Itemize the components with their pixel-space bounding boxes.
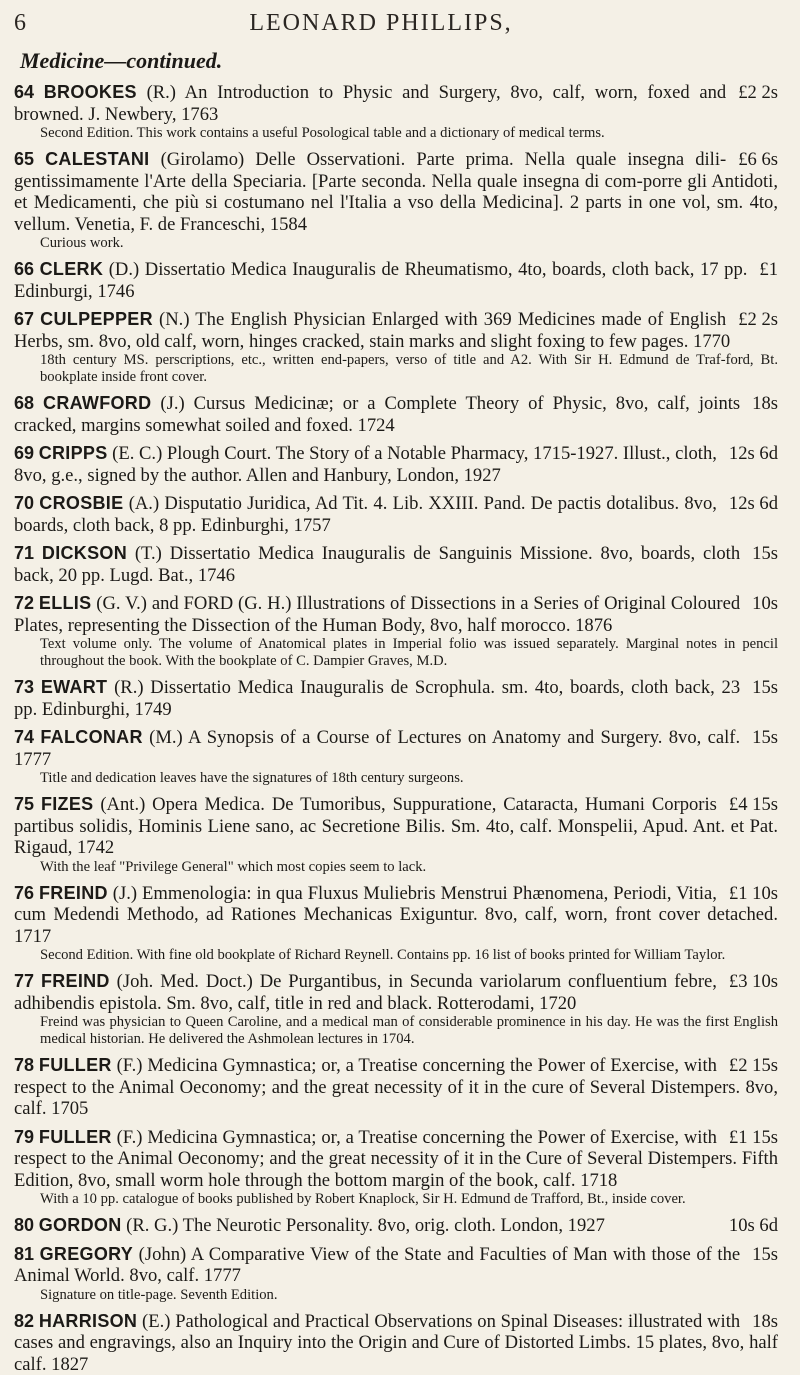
entry-number: 69 <box>14 443 34 463</box>
entry-price: 18s <box>752 1311 778 1333</box>
entry-text: (R. G.) The Neurotic Personality. 8vo, orig. cloth. London, 1927 <box>126 1215 605 1236</box>
entry-price: £1 10s <box>729 883 778 905</box>
entry-description <box>14 393 778 436</box>
entry-author: CALESTANI <box>45 149 149 169</box>
entry-author: CROSBIE <box>39 493 123 513</box>
entry-description <box>14 1244 778 1287</box>
entry-price: £3 10s <box>729 971 778 993</box>
page-header <box>14 10 778 44</box>
entry-number: 82 <box>14 1311 34 1331</box>
entry-price: 10s 6d <box>729 1215 778 1237</box>
entry-number: 81 <box>14 1244 34 1264</box>
entry-text: (Girolamo) Delle Osservationi. Parte prima. Nella quale insegna dili-gentissimamente l'Arte della Speciaria. [Parte seconda. Nella quale insegna di com-porre gli Antidoti, et Medicamenti, che più si costumano nel l'Italia a vso della Medicina]. 2 parts in one vol, sm. 4to, vellum. Venetia, F. de Franceschi, 1584 <box>14 149 778 235</box>
entry-text: (John) A Comparative View of the State and Faculties of Man with those of the Animal World. 8vo, calf. 1777 <box>14 1244 740 1287</box>
entry-note: Signature on title-page. Seventh Edition. <box>14 1287 778 1304</box>
catalogue-entry <box>14 443 778 486</box>
entry-description <box>14 883 778 948</box>
section-title: Medicine—continued. <box>20 48 778 74</box>
catalogue-entry <box>14 393 778 436</box>
entry-author: FALCONAR <box>40 727 142 747</box>
entry-note: Curious work. <box>14 235 778 252</box>
page-title: LEONARD PHILLIPS, <box>44 10 778 37</box>
entry-number: 64 <box>14 82 34 102</box>
entry-price: £2 2s <box>738 82 778 104</box>
entry-number: 71 <box>14 543 34 563</box>
entry-number: 75 <box>14 794 34 814</box>
entry-number: 78 <box>14 1055 34 1075</box>
entry-author: GREGORY <box>40 1244 133 1264</box>
entry-price: £2 15s <box>729 1055 778 1077</box>
catalogue-entry <box>14 883 778 965</box>
entry-price: 15s <box>752 543 778 565</box>
entry-number: 80 <box>14 1215 34 1235</box>
catalogue-entry <box>14 543 778 586</box>
catalogue-entry <box>14 971 778 1048</box>
entry-description <box>14 149 778 235</box>
entry-description <box>14 593 778 636</box>
entry-author: CULPEPPER <box>40 309 153 329</box>
entry-description <box>14 259 778 302</box>
catalogue-entry <box>14 1055 778 1120</box>
entry-text: (A.) Disputatio Juridica, Ad Tit. 4. Lib. XXIII. Pand. De pactis dotalibus. 8vo, boards, cloth back, 8 pp. Edinburghi, 1757 <box>14 493 717 536</box>
entry-description <box>14 971 778 1014</box>
catalogue-entry <box>14 1127 778 1209</box>
entry-number: 66 <box>14 259 34 279</box>
entry-author: CRIPPS <box>39 443 108 463</box>
entry-author: DICKSON <box>42 543 127 563</box>
entry-author: HARRISON <box>39 1311 137 1331</box>
entry-number: 74 <box>14 727 34 747</box>
entry-note: Title and dedication leaves have the signatures of 18th century surgeons. <box>14 770 778 787</box>
entry-text: (Ant.) Opera Medica. De Tumoribus, Suppuratione, Cataracta, Humani Corporis partibus solidis, Hominis Liene sano, ac Secretione Bilis. Sm. 4to, calf. Monspelii, Apud. Ant. et Pat. Rigaud, 1742 <box>14 794 778 858</box>
entry-description <box>14 309 778 352</box>
entry-number: 70 <box>14 493 34 513</box>
entry-price: 18s <box>752 393 778 415</box>
catalogue-entry <box>14 727 778 787</box>
entry-author: ELLIS <box>39 593 92 613</box>
entry-description <box>14 493 778 536</box>
entry-text: (F.) Medicina Gymnastica; or, a Treatise concerning the Power of Exercise, with respect to the Animal Oeconomy; and the great necessity of it in the cure of Several Distempers. 8vo, calf. 1705 <box>14 1055 778 1119</box>
entry-author: FULLER <box>39 1127 112 1147</box>
entry-text: (D.) Dissertatio Medica Inauguralis de Rheumatismo, 4to, boards, cloth back, 17 pp. Edinburgi, 1746 <box>14 259 747 302</box>
catalogue-entry <box>14 1215 778 1237</box>
entry-price: £1 <box>759 259 778 281</box>
entry-price: £6 6s <box>738 149 778 171</box>
entry-text: (M.) A Synopsis of a Course of Lectures on Anatomy and Surgery. 8vo, calf. 1777 <box>14 727 740 770</box>
entry-price: 15s <box>752 1244 778 1266</box>
entry-text: (E. C.) Plough Court. The Story of a Notable Pharmacy, 1715-1927. Illust., cloth, 8vo, g.e., signed by the author. Allen and Hanbury, London, 1927 <box>14 443 717 486</box>
entry-price: 15s <box>752 677 778 699</box>
entry-description <box>14 82 778 125</box>
entry-author: BROOKES <box>44 82 137 102</box>
page-number: 6 <box>14 10 44 37</box>
entry-number: 65 <box>14 149 34 169</box>
entry-number: 77 <box>14 971 34 991</box>
entry-note: With the leaf "Privilege General" which most copies seem to lack. <box>14 859 778 876</box>
entry-author: CLERK <box>40 259 104 279</box>
entry-note: 18th century MS. perscriptions, etc., written end-papers, verso of title and A2. With Sir H. Edmund de Traf-ford, Bt. bookplate inside front cover. <box>14 352 778 386</box>
entry-author: FIZES <box>41 794 94 814</box>
entry-list <box>14 82 778 1375</box>
entry-price: 15s <box>752 727 778 749</box>
entry-number: 67 <box>14 309 34 329</box>
entry-note: Second Edition. This work contains a useful Posological table and a dictionary of medical terms. <box>14 125 778 142</box>
entry-text: (J.) Cursus Medicinæ; or a Complete Theory of Physic, 8vo, calf, joints cracked, margins somewhat soiled and foxed. 1724 <box>14 393 740 436</box>
entry-number: 76 <box>14 883 34 903</box>
entry-price: 10s <box>752 593 778 615</box>
entry-author: FREIND <box>39 883 108 903</box>
entry-text: (G. V.) and FORD (G. H.) Illustrations of Dissections in a Series of Original Coloured Plates, representing the Dissection of the Human Body, 8vo, half morocco. 1876 <box>14 593 740 636</box>
entry-author: GORDON <box>39 1215 122 1235</box>
entry-description <box>14 1055 778 1120</box>
catalogue-entry <box>14 593 778 670</box>
entry-text: (R.) An Introduction to Physic and Surgery, 8vo, calf, worn, foxed and browned. J. Newbery, 1763 <box>14 82 726 125</box>
catalogue-entry <box>14 493 778 536</box>
entry-description <box>14 543 778 586</box>
entry-text: (E.) Pathological and Practical Observations on Spinal Diseases: illustrated with cases and engravings, also an Inquiry into the Origin and Cure of Distorted Limbs. 15 plates, 8vo, half calf. 1827 <box>14 1311 778 1375</box>
entry-description <box>14 677 778 720</box>
entry-author: FREIND <box>41 971 110 991</box>
entry-description <box>14 1215 778 1237</box>
entry-number: 68 <box>14 393 34 413</box>
entry-note: Second Edition. With fine old bookplate of Richard Reynell. Contains pp. 16 list of books printed for William Taylor. <box>14 947 778 964</box>
entry-note: Text volume only. The volume of Anatomical plates in Imperial folio was issued separately. Marginal notes in pencil throughout the book. With the bookplate of C. Dampier Graves, M.D. <box>14 636 778 670</box>
catalogue-entry <box>14 794 778 876</box>
catalogue-entry <box>14 149 778 252</box>
entry-description <box>14 794 778 859</box>
catalogue-entry <box>14 677 778 720</box>
entry-text: (N.) The English Physician Enlarged with 369 Medicines made of English Herbs, sm. 8vo, old calf, worn, hinges cracked, stain marks and slight foxing to few pages. 1770 <box>14 309 730 352</box>
entry-note: Freind was physician to Queen Caroline, and a medical man of considerable prominence in his day. He was the first English medical historian. He delivered the Ashmolean lectures in 1704. <box>14 1014 778 1048</box>
catalogue-entry <box>14 82 778 142</box>
entry-author: EWART <box>41 677 108 697</box>
entry-price: £2 2s <box>738 309 778 331</box>
entry-text: (J.) Emmenologia: in qua Fluxus Muliebris Menstrui Phænomena, Periodi, Vitia, cum Medendi Methodo, ad Rationes Mechanicas Exiguntur. 8vo, calf, worn, front cover detached. 1717 <box>14 883 778 947</box>
entry-note: With a 10 pp. catalogue of books published by Robert Knaplock, Sir H. Edmund de Trafford, Bt., inside cover. <box>14 1191 778 1208</box>
entry-price: £4 15s <box>729 794 778 816</box>
catalogue-entry <box>14 1311 778 1375</box>
entry-author: CRAWFORD <box>43 393 151 413</box>
entry-description <box>14 727 778 770</box>
entry-price: £1 15s <box>729 1127 778 1149</box>
catalogue-entry <box>14 259 778 302</box>
entry-price: 12s 6d <box>729 443 778 465</box>
entry-description <box>14 443 778 486</box>
entry-text: (F.) Medicina Gymnastica; or, a Treatise concerning the Power of Exercise, with respect to the Animal Oeconomy; and the great necessity of it in the Cure of Several Distempers. Fifth Edition, 8vo, small worm hole through the bottom margin of the book, calf. 1718 <box>14 1127 778 1191</box>
entry-number: 79 <box>14 1127 34 1147</box>
entry-number: 73 <box>14 677 34 697</box>
entry-author: FULLER <box>39 1055 112 1075</box>
entry-number: 72 <box>14 593 34 613</box>
entry-text: (R.) Dissertatio Medica Inauguralis de Scrophula. sm. 4to, boards, cloth back, 23 pp. Edinburghi, 1749 <box>14 677 740 720</box>
entry-text: (T.) Dissertatio Medica Inauguralis de Sanguinis Missione. 8vo, boards, cloth back, 20 pp. Lugd. Bat., 1746 <box>14 543 740 586</box>
entry-text: (Joh. Med. Doct.) De Purgantibus, in Secunda variolarum confluentium febre, adhibendis epistola. Sm. 8vo, calf, title in red and black. Rotterodami, 1720 <box>14 971 717 1014</box>
catalogue-entry <box>14 309 778 386</box>
entry-description <box>14 1127 778 1192</box>
entry-price: 12s 6d <box>729 493 778 515</box>
entry-description <box>14 1311 778 1375</box>
